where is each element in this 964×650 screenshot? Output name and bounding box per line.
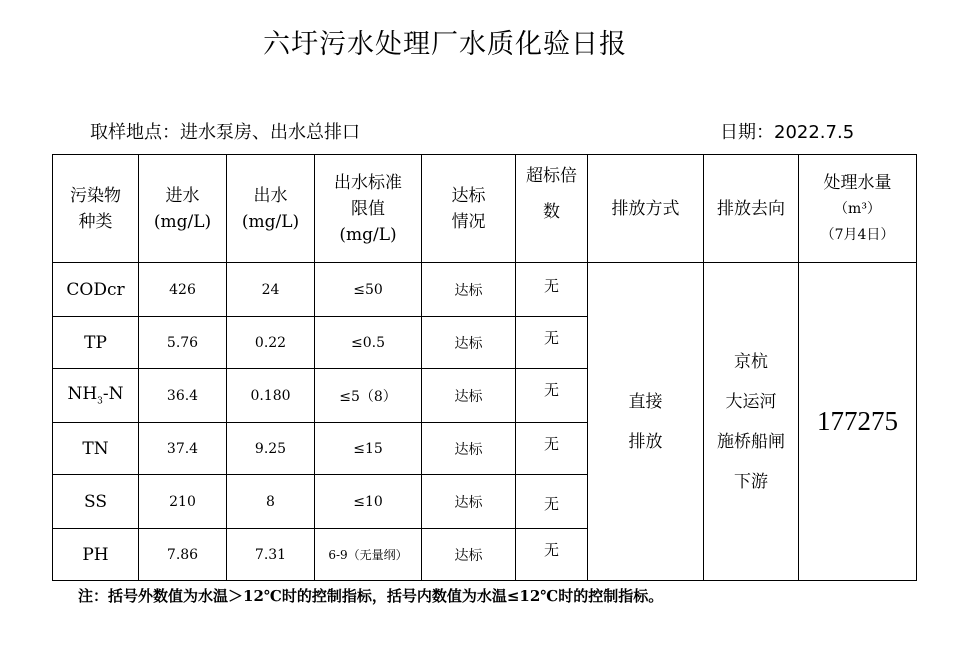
inflow-value: 210: [139, 475, 227, 529]
header-inflow: 进水 (mg/L): [139, 155, 227, 263]
status-value: 达标: [422, 529, 516, 581]
exceed-value: 无: [516, 369, 588, 423]
limit-value: ≤10: [315, 475, 422, 529]
inflow-value: 37.4: [139, 423, 227, 475]
limit-value: ≤50: [315, 263, 422, 317]
header-status: 达标 情况: [422, 155, 516, 263]
header-pollutant: 污染物 种类: [53, 155, 139, 263]
header-discharge-dest: 排放去向: [704, 155, 799, 263]
header-outflow: 出水 (mg/L): [227, 155, 315, 263]
exceed-value: 无: [516, 317, 588, 369]
limit-value: ≤5（8）: [315, 369, 422, 423]
outflow-value: 24: [227, 263, 315, 317]
status-value: 达标: [422, 369, 516, 423]
inflow-value: 5.76: [139, 317, 227, 369]
sampling-location: 取样地点：进水泵房、出水总排口: [90, 122, 360, 143]
outflow-value: 8: [227, 475, 315, 529]
pollutant-name: CODcr: [53, 263, 139, 317]
exceed-value: 无: [516, 263, 588, 317]
report-title: 六圩污水处理厂水质化验日报: [263, 29, 627, 60]
outflow-value: 0.22: [227, 317, 315, 369]
outflow-value: 0.180: [227, 369, 315, 423]
header-discharge-method: 排放方式: [588, 155, 704, 263]
footnote: 注：括号外数值为水温＞12℃时的控制指标，括号内数值为水温≤12℃时的控制指标。: [78, 587, 664, 605]
limit-value: 6-9（无量纲）: [315, 529, 422, 581]
inflow-value: 36.4: [139, 369, 227, 423]
limit-value: ≤15: [315, 423, 422, 475]
table-row: [53, 263, 917, 317]
header-limit: 出水标准 限值 (mg/L): [315, 155, 422, 263]
status-value: 达标: [422, 475, 516, 529]
report-date: 日期：2022.7.5: [720, 122, 855, 143]
pollutant-name: PH: [53, 529, 139, 581]
discharge-dest-cell: 京杭 大运河 施桥船闸 下游: [704, 263, 799, 581]
pollutant-name: TP: [53, 317, 139, 369]
header-exceed: 超标倍 数: [516, 155, 588, 263]
exceed-value: 无: [516, 475, 588, 529]
header-row: [53, 155, 917, 263]
outflow-value: 9.25: [227, 423, 315, 475]
status-value: 达标: [422, 423, 516, 475]
discharge-method-cell: 直接 排放: [588, 263, 704, 581]
pollutant-name: SS: [53, 475, 139, 529]
status-value: 达标: [422, 263, 516, 317]
water-quality-table: [52, 154, 917, 581]
inflow-value: 7.86: [139, 529, 227, 581]
exceed-value: 无: [516, 529, 588, 581]
inflow-value: 426: [139, 263, 227, 317]
pollutant-name: TN: [53, 423, 139, 475]
limit-value: ≤0.5: [315, 317, 422, 369]
outflow-value: 7.31: [227, 529, 315, 581]
header-volume: 处理水量 （m³） （7月4日）: [799, 155, 917, 263]
pollutant-name: $NH_3-N$: [53, 369, 139, 423]
exceed-value: 无: [516, 423, 588, 475]
volume-value: 177275: [799, 263, 917, 581]
status-value: 达标: [422, 317, 516, 369]
